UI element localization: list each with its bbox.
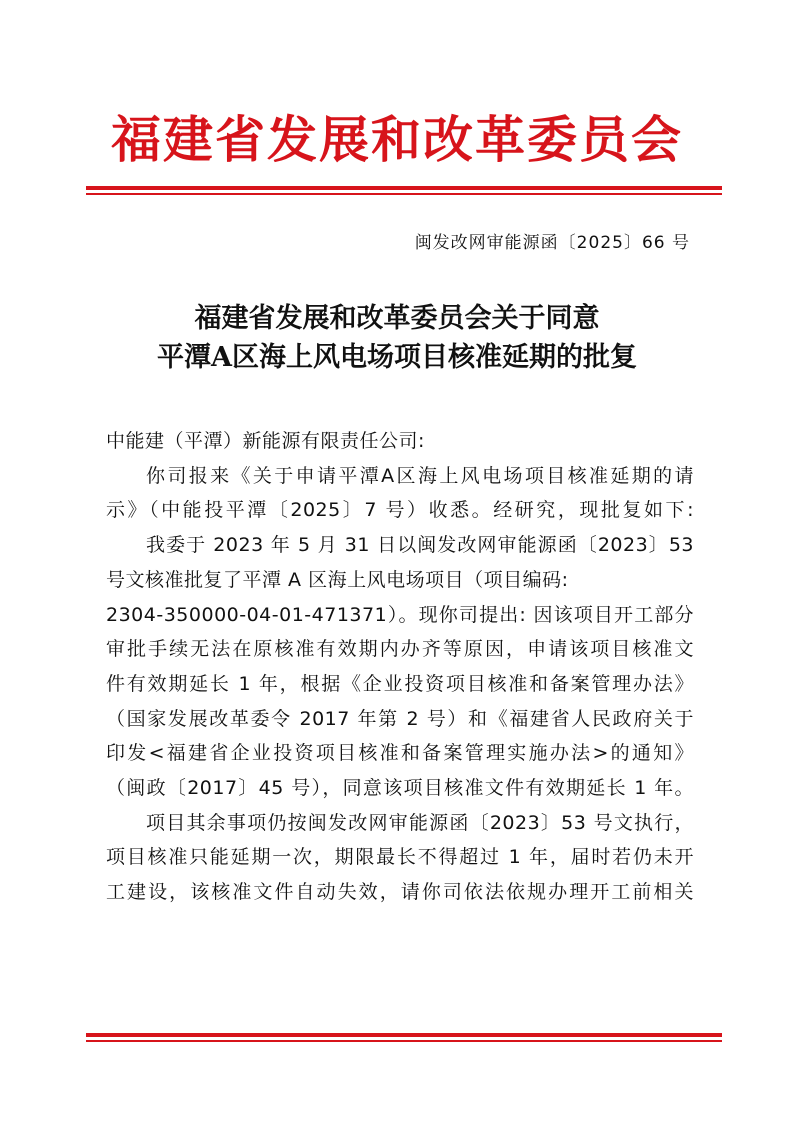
paragraph-2-line-8: （闽政〔2017〕45 号），同意该项目核准文件有效期延长 1 年。 [106, 777, 694, 800]
paragraph-1-line-2: 示》（中能投平潭〔2025〕7 号）收悉。经研究，现批复如下: [106, 499, 694, 522]
footer-rule-thick [86, 1033, 722, 1037]
document-number: 闽发改网审能源函〔2025〕66 号 [414, 233, 690, 253]
footer-rule-thin [86, 1040, 722, 1042]
paragraph-2-line-6: （国家发展改革委令 2017 年第 2 号）和《福建省人民政府关于 [106, 707, 694, 730]
paragraph-2-line-1: 我委于 2023 年 5 月 31 日以闽发改网审能源函〔2023〕53 [146, 534, 694, 557]
paragraph-2-line-3: 2304-350000-04-01-471371）。现你司提出: 因该项目开工部分 [106, 603, 694, 626]
paragraph-3-line-3: 工建设，该核准文件自动失效，请你司依法依规办理开工前相关 [106, 881, 694, 904]
paragraph-1-line-1: 你司报来《关于申请平潭A区海上风电场项目核准延期的请 [146, 464, 694, 487]
paragraph-3-line-1: 项目其余事项仍按闽发改网审能源函〔2023〕53 号文执行， [146, 811, 694, 834]
paragraph-2-line-4: 审批手续无法在原核准有效期内办齐等原因，申请该项目核准文 [106, 638, 694, 661]
document-title-line-1: 福建省发展和改革委员会关于同意 [194, 303, 600, 334]
document-title-line-2: 平潭A区海上风电场项目核准延期的批复 [157, 342, 637, 373]
document-body [106, 424, 694, 910]
paragraph-3-line-2: 项目核准只能延期一次，期限最长不得超过 1 年，届时若仍未开 [106, 846, 694, 869]
paragraph-2-line-2: 号文核准批复了平潭 A 区海上风电场项目（项目编码: [106, 568, 569, 591]
paragraph-2-line-7: 印发<福建省企业投资项目核准和备案管理实施办法>的通知》 [106, 742, 694, 765]
masthead-rule-thin [86, 193, 722, 195]
paragraph-2-line-5: 件有效期延长 1 年，根据《企业投资项目核准和备案管理办法》 [106, 672, 694, 695]
masthead-rule-thick [86, 186, 722, 190]
agency-masthead: 福建省发展和改革委员会 [111, 110, 683, 169]
salutation: 中能建（平潭）新能源有限责任公司: [106, 430, 425, 452]
